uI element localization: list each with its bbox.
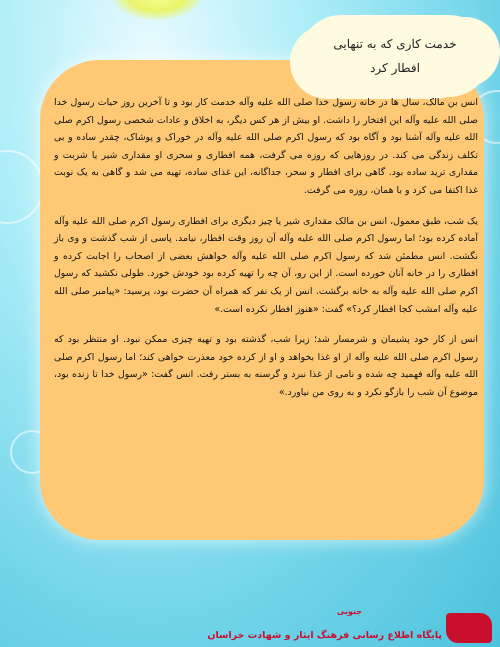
article-body <box>54 94 478 415</box>
site-logo <box>207 607 492 643</box>
paragraph: انس بن مالک، سال ها در خانه رسول خدا صلی الله علیه وآله خدمت کار بود و تا آخرین روز حیات رسول خدا صلی الله علیه وآله این افتخار را داشت. او بیش از هر کس دیگر، به اخلاق و عادات شخصی رسول اکرم صلی الله علیه وآله آشنا بود و آگاه بود که رسول اکرم صلی الله علیه وآله در خوراک و پوشاک، چقدر ساده و بی تکلف زندگی می کند. در روزهایی که روزه می گرفت، همه افطاری و سحری او مقداری شیر یا شربت و مقداری ترید ساده بود. گاهی برای افطار و سحر، جداگانه، این غذای ساده، تهیه می شد و گاهی به یک نوبت غذا اکتفا می کرد و با همان، روزه می گرفت. <box>54 97 478 196</box>
title-cloud <box>300 15 490 97</box>
logo-subtitle: جنوبی <box>336 607 362 616</box>
page-title-line-1: خدمت کاری که به تنهایی <box>333 37 457 51</box>
logo-text: پایگاه اطلاع رسانی فرهنگ ایثار و شهادت خراسان <box>207 630 442 641</box>
logo-mark-icon <box>446 613 492 643</box>
paragraph: انس از کار خود پشیمان و شرمسار شد؛ زیرا شب، گذشته بود و تهیه چیزی ممکن نبود. او منتظر بود که رسول اکرم صلی الله علیه وآله از او غذا بخواهد و او از کرده خود معذرت خواهی کند؛ اما رسول اکرم صلی الله علیه وآله فهمید چه شده و نامی از غذا نبرد و گرسنه به بستر رفت. انس گفت: «رسول خدا تا زنده بود، موضوع آن شب را بازگو نکرد و به روی من نیاورد.» <box>54 334 478 398</box>
paragraph: یک شب، طبق معمول، انس بن مالک مقداری شیر یا چیز دیگری برای افطاری رسول اکرم صلی الله علیه وآله آماده کرده بود؛ اما رسول اکرم صلی الله علیه وآله آن روز وقت افطار، نیامد. پاسی از شب گذشت و وی باز نگشت. انس مطمئن شد که رسول اکرم صلی الله علیه وآله خواهش بعضی از اصحاب را اجابت کرده و افطاری را در خانه آنان خورده است. از این رو، آن چه را تهیه کرده بود خودش خورد. طولی نکشید که رسول اکرم صلی الله علیه وآله به خانه برگشت. انس از یک نفر که همراه آن حضرت بود، پرسید: «پیامبر صلی الله علیه وآله امشب کجا افطار کرد؟» گفت: «هنوز افطار نکرده است.» <box>54 215 478 315</box>
page-title-line-2: افطار کرد <box>370 61 420 75</box>
decorative-light-orb <box>112 0 202 20</box>
decorative-curl <box>0 150 44 224</box>
